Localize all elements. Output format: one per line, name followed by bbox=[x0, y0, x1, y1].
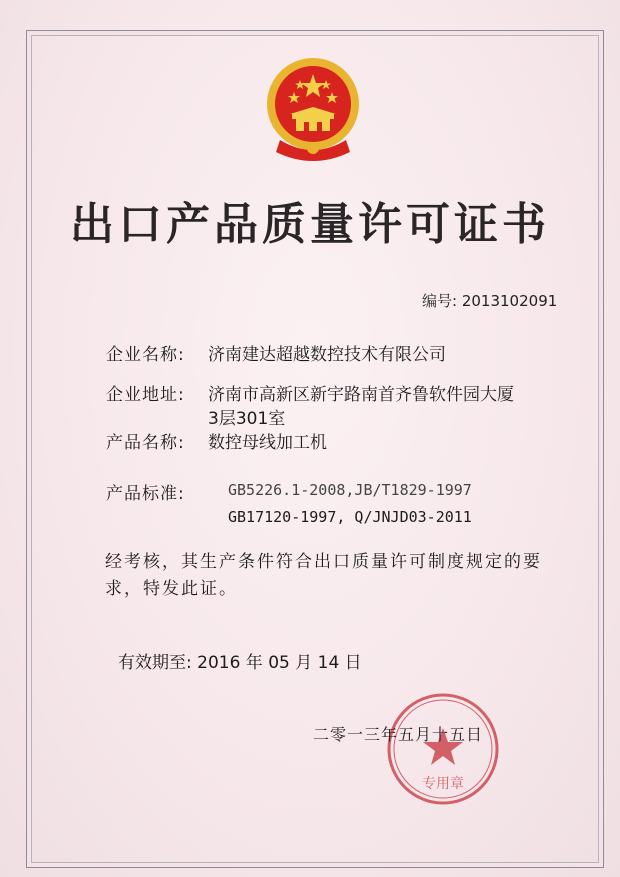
address-label: 企业地址: bbox=[106, 385, 185, 405]
address-line-1: 济南市高新区新宇路南首齐鲁软件园大厦 bbox=[208, 385, 514, 405]
standard-line-1: GB5226.1-2008,JB/T1829-1997 bbox=[228, 481, 472, 499]
issue-date: 二零一三年五月十五日 bbox=[313, 725, 484, 744]
certificate-title: 出口产品质量许可证书 bbox=[70, 199, 550, 250]
validity bbox=[118, 648, 362, 673]
seal-text: 专用章 bbox=[422, 776, 464, 792]
national-emblem-icon bbox=[258, 52, 368, 170]
product-name-label: 产品名称: bbox=[106, 433, 185, 453]
product-name: 数控母线加工机 bbox=[208, 433, 327, 453]
official-seal-icon bbox=[384, 690, 502, 808]
company-name-label: 企业名称: bbox=[106, 345, 185, 365]
address-line-2: 3层301室 bbox=[208, 409, 286, 429]
serial-label: 编号: bbox=[422, 292, 458, 310]
serial-value: 2013102091 bbox=[461, 292, 558, 310]
standard-label: 产品标准: bbox=[106, 484, 185, 504]
validity-value: 2016 年 05 月 14 日 bbox=[197, 653, 362, 673]
company-name: 济南建达超越数控技术有限公司 bbox=[208, 345, 446, 365]
standard-line-2: GB17120-1997, Q/JNJD03-2011 bbox=[228, 508, 472, 526]
serial-number bbox=[422, 290, 557, 311]
validity-label: 有效期至: bbox=[118, 653, 192, 673]
certification-statement: 经考核，其生产条件符合出口质量许可制度规定的要求，特发此证。 bbox=[105, 552, 542, 599]
